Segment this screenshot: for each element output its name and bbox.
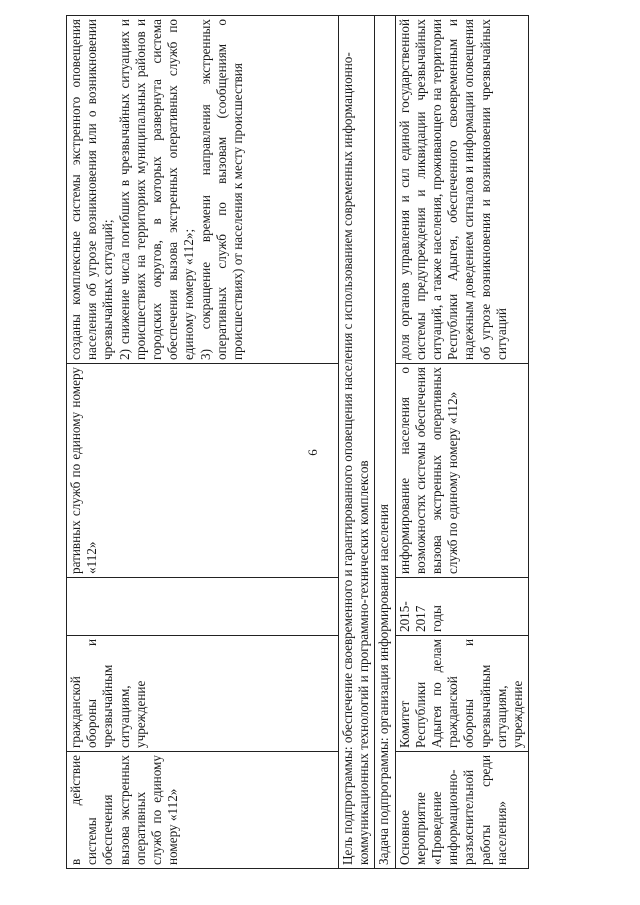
table-row: [339, 16, 375, 869]
program-table: [66, 15, 529, 869]
period-cell: [67, 578, 339, 636]
table-row: [395, 16, 529, 869]
event-cell: в действие системы обеспечения вызова экстренных оперативных служб по единому номеру «112»: [67, 752, 339, 869]
indicator-cell: [67, 16, 339, 364]
result-cell: информирование населения о возможностях системы обеспечения вызова экстренных оперативных служб по единому номеру «112»: [395, 364, 529, 578]
indicator-cell: доля органов управления и сил единой государственной системы предупреждения и ликвидации чрезвычайных ситуаций, а также населения, проживающего на территории Республики Адыгея, обеспеченного своевременным и надежным доведением сигналов и информации оповещения об угрозе возникновения и возникновении чрезвычайных ситуаций: [395, 16, 529, 364]
period-cell: 2015-2017 годы: [395, 578, 529, 636]
subprogram-task: Задача подпрограммы: организация информирования населения: [375, 16, 395, 869]
page-number: 6: [305, 449, 320, 456]
indicator-item: созданы комплексные системы экстренного оповещения населения об угрозе возникновения или о возникновении чрезвычайных ситуаций;: [68, 19, 116, 360]
result-cell: ративных служб по единому номеру «112»: [67, 364, 339, 578]
executor-cell: Комитет Республики Адыгея по делам гражданской обороны и чрезвычайным ситуациям, учреждение: [395, 636, 529, 752]
table-row: [67, 16, 339, 869]
indicator-item: 3) сокращение времени направления экстренных оперативных служб по вызовам (сообщениям о происшествиях) от населения к месту происшествия: [197, 19, 246, 360]
executor-cell: гражданской обороны и чрезвычайным ситуациям, учреждение: [67, 636, 339, 752]
indicator-item: 2) снижение числа погибших в чрезвычайных ситуациях и происшествиях на территориях муниципальных районов и городских округов, в которых развернута система обеспечения вызова экстренных оперативных служб по единому номеру «112»;: [116, 19, 197, 360]
subprogram-goal: Цель подпрограммы: обеспечение своевременного и гарантированного оповещения населения с использованием современных информационно-коммуникационных технологий и программно-технических комплексов: [339, 16, 375, 869]
table-row: [375, 16, 395, 869]
event-cell: Основное мероприятие «Проведение информационно-разъяснительной работы среди населения»: [395, 752, 529, 869]
